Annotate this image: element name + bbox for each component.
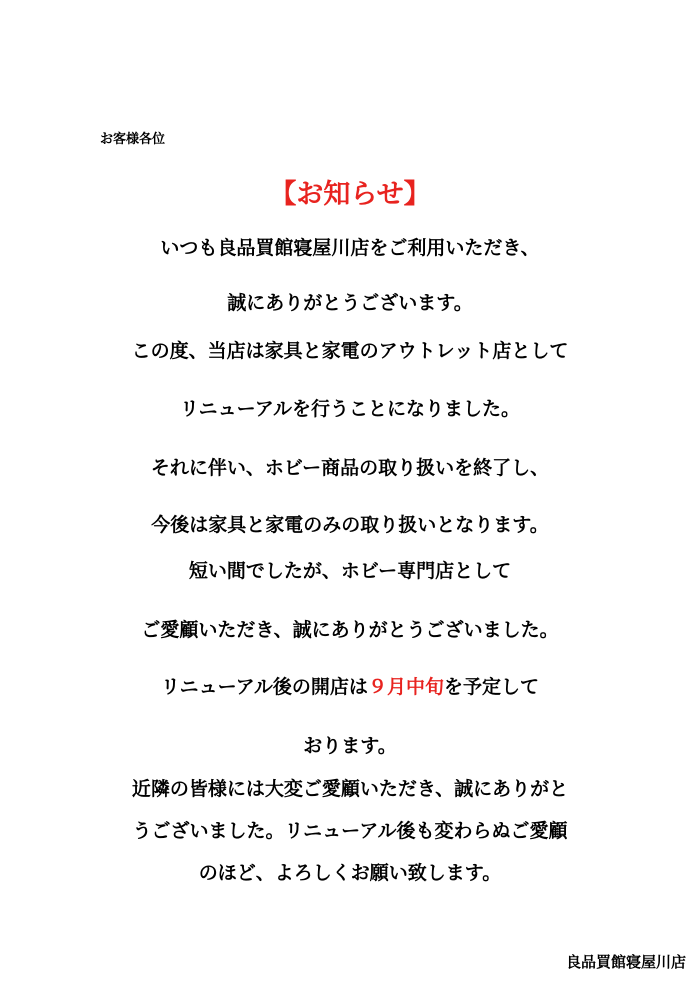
body-line: リニューアルを行うことになりました。	[180, 398, 520, 420]
body-line: うございました。リニューアル後も変わらぬご愛顧	[132, 820, 568, 842]
notice-title: 【お知らせ】	[269, 179, 431, 210]
reopen-date-highlight: ９月中旬	[367, 676, 444, 698]
body-line: それに伴い、ホビー商品の取り扱いを終了し、	[150, 457, 550, 479]
body-line: ご愛顧いただき、誠にありがとうございました。	[141, 619, 559, 641]
salutation: お客様各位	[100, 132, 166, 147]
store-signature: 良品買館寝屋川店	[565, 953, 686, 971]
body-line: 短い間でしたが、ホビー専門店として	[188, 560, 512, 582]
reopen-text-before: リニューアル後の開店は	[161, 676, 368, 698]
reopen-text-after: を予定して	[443, 676, 539, 698]
body-line: 今後は家具と家電のみの取り扱いとなります。	[151, 514, 549, 536]
body-line: いつも良品買館寝屋川店をご利用いただき、	[160, 237, 540, 259]
body-line: この度、当店は家具と家電のアウトレット店として	[131, 340, 569, 362]
reopen-line	[0, 675, 700, 699]
body-line: のほど、よろしくお願い致します。	[198, 862, 502, 884]
body-line: 近隣の皆様には大変ご愛顧いただき、誠にありがと	[131, 778, 569, 800]
body-line: 誠にありがとうございます。	[227, 292, 473, 314]
body-line: おります。	[303, 735, 397, 757]
